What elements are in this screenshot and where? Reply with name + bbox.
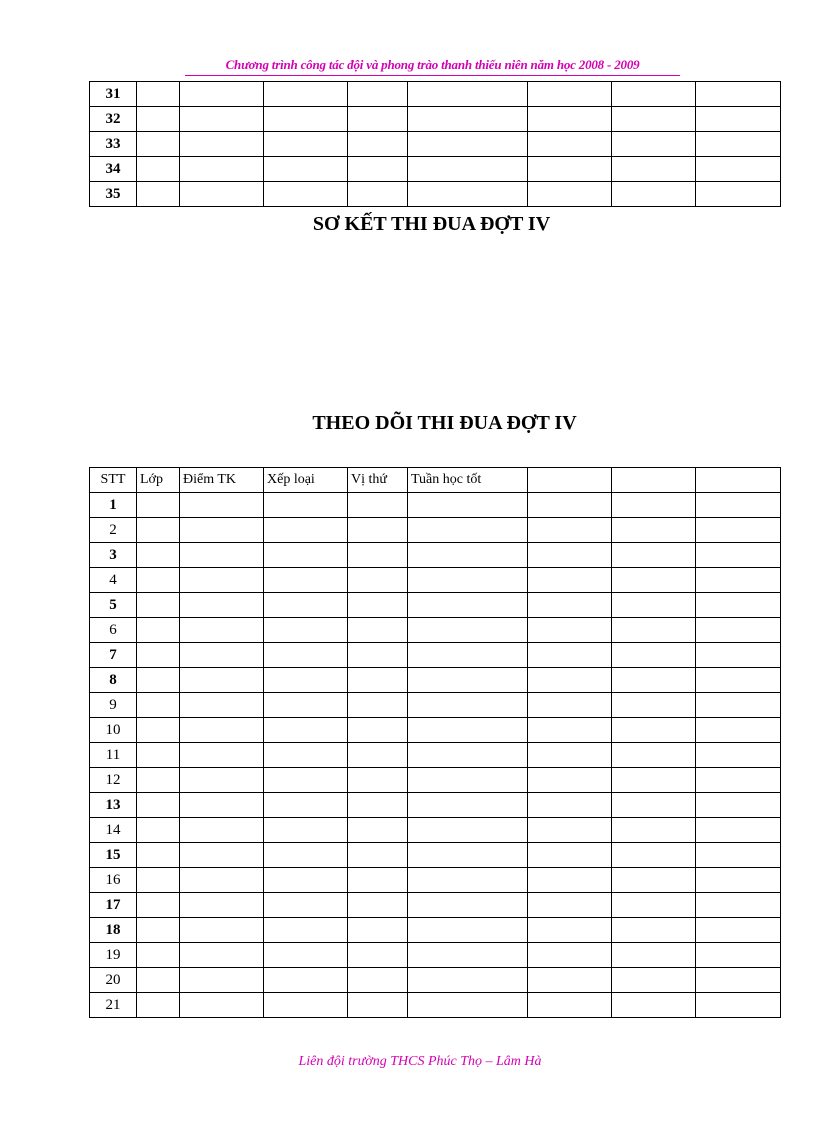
table-cell [528,618,612,643]
table-cell [408,843,528,868]
row-number: 19 [90,943,137,968]
table-cell [348,768,408,793]
table-cell [696,593,781,618]
table-cell [696,718,781,743]
table-cell [348,693,408,718]
table-cell [180,182,264,207]
table-cell [528,718,612,743]
table-row [90,693,781,718]
table-cell [348,868,408,893]
table-cell [528,668,612,693]
table-cell [180,618,264,643]
table-row [90,943,781,968]
table-cell [137,718,180,743]
section-title-theo-doi: THEO DÕI THI ĐUA ĐỢT IV [312,412,577,434]
table-cell [696,818,781,843]
table-cell [696,157,781,182]
row-number: 7 [90,643,137,668]
table-cell [264,593,348,618]
table-cell [528,132,612,157]
table-cell [180,107,264,132]
table-cell [612,643,696,668]
table-cell [264,743,348,768]
table-cell [137,918,180,943]
table-cell [612,718,696,743]
table-cell [612,968,696,993]
row-number: 16 [90,868,137,893]
table-cell [528,518,612,543]
table-cell [696,668,781,693]
table-row [90,643,781,668]
table-cell [696,107,781,132]
table-cell [612,843,696,868]
table-cell [264,182,348,207]
table-cell [612,743,696,768]
table-cell [528,943,612,968]
table-cell [528,768,612,793]
table-cell [612,893,696,918]
table-cell [264,893,348,918]
table-cell [696,793,781,818]
table-row [90,543,781,568]
table-cell [348,968,408,993]
table-cell [264,768,348,793]
table-cell [612,132,696,157]
table-row [90,743,781,768]
table-cell [264,718,348,743]
table-cell [528,643,612,668]
table-cell [696,618,781,643]
table-row [90,918,781,943]
table-cell [137,132,180,157]
column-header: Vị thứ [348,468,408,493]
row-number: 9 [90,693,137,718]
table-cell [348,668,408,693]
table-cell [264,643,348,668]
table-cell [348,518,408,543]
table-cell [264,793,348,818]
section-title-so-ket: SƠ KẾT THI ĐUA ĐỢT IV [312,213,551,235]
table-cell [180,918,264,943]
table-cell [348,618,408,643]
table-row [90,893,781,918]
table-cell [180,843,264,868]
table-row [90,993,781,1018]
table-cell [264,693,348,718]
table-cell [180,718,264,743]
table-cell [137,543,180,568]
table-cell [528,493,612,518]
row-number: 33 [90,132,137,157]
table-cell [180,693,264,718]
table-cell [180,643,264,668]
table-cell [180,743,264,768]
table-cell [348,107,408,132]
table-cell [612,593,696,618]
table-cell [612,993,696,1018]
table-row [90,82,781,107]
table-cell [264,543,348,568]
table-cell [408,743,528,768]
row-number: 17 [90,893,137,918]
table-cell [696,768,781,793]
table-row [90,107,781,132]
table-cell [696,693,781,718]
table-cell [348,718,408,743]
table-cell [528,82,612,107]
table-cell [408,793,528,818]
table-cell [408,818,528,843]
column-header [528,468,612,493]
table-cell [408,868,528,893]
table-row [90,518,781,543]
table-row [90,568,781,593]
table-cell [612,793,696,818]
table-cell [348,132,408,157]
row-number: 11 [90,743,137,768]
table-cell [696,993,781,1018]
table-cell [696,743,781,768]
table-cell [528,968,612,993]
table-cell [408,668,528,693]
table-row [90,843,781,868]
table-cell [528,543,612,568]
table-cell [137,568,180,593]
row-number: 15 [90,843,137,868]
table-cell [137,107,180,132]
table-cell [696,518,781,543]
row-number: 2 [90,518,137,543]
table-cell [180,82,264,107]
table-cell [696,493,781,518]
table-cell [137,668,180,693]
row-number: 34 [90,157,137,182]
table-cell [612,818,696,843]
table-cell [528,157,612,182]
row-number: 6 [90,618,137,643]
table-cell [137,843,180,868]
top-table [89,81,781,207]
row-number: 3 [90,543,137,568]
column-header: STT [90,468,137,493]
row-number: 14 [90,818,137,843]
table-cell [137,793,180,818]
row-number: 35 [90,182,137,207]
column-header: Tuần học tốt [408,468,528,493]
table-cell [528,843,612,868]
table-cell [696,132,781,157]
table-cell [696,943,781,968]
table-cell [348,993,408,1018]
table-cell [180,568,264,593]
table-cell [408,593,528,618]
table-cell [180,968,264,993]
table-header-row [90,468,781,493]
table-cell [264,107,348,132]
table-cell [612,868,696,893]
column-header: Lớp [137,468,180,493]
table-cell [408,543,528,568]
column-header [612,468,696,493]
table-cell [408,568,528,593]
table-cell [528,793,612,818]
table-cell [137,768,180,793]
page-header: Chương trình công tác đội và phong trào thanh thiếu niên năm học 2008 - 2009 [225,57,640,72]
table-cell [528,107,612,132]
table-cell [264,943,348,968]
tracking-table [89,467,781,1018]
table-cell [528,182,612,207]
table-row [90,668,781,693]
table-cell [528,568,612,593]
row-number: 1 [90,493,137,518]
table-cell [180,518,264,543]
row-number: 32 [90,107,137,132]
table-cell [264,618,348,643]
table-cell [180,793,264,818]
header-underline [185,75,680,76]
table-cell [408,518,528,543]
row-number: 20 [90,968,137,993]
table-row [90,818,781,843]
table-cell [696,568,781,593]
table-cell [180,868,264,893]
row-number: 31 [90,82,137,107]
table-row [90,157,781,182]
table-cell [348,543,408,568]
table-cell [408,643,528,668]
table-cell [348,793,408,818]
table-cell [180,893,264,918]
table-cell [137,943,180,968]
table-cell [612,943,696,968]
table-cell [612,768,696,793]
table-cell [137,893,180,918]
table-cell [612,107,696,132]
table-cell [180,493,264,518]
row-number: 13 [90,793,137,818]
table-cell [348,82,408,107]
table-cell [348,493,408,518]
table-cell [180,768,264,793]
table-cell [264,868,348,893]
table-cell [137,993,180,1018]
table-cell [408,82,528,107]
column-header: Điểm TK [180,468,264,493]
table-cell [408,132,528,157]
table-cell [264,968,348,993]
table-cell [612,918,696,943]
table-row [90,968,781,993]
table-cell [408,107,528,132]
table-cell [137,693,180,718]
table-cell [696,918,781,943]
table-cell [408,943,528,968]
table-cell [137,182,180,207]
page-footer: Liên đội trường THCS Phúc Thọ – Lâm Hà [298,1054,542,1069]
table-cell [264,993,348,1018]
table-cell [180,943,264,968]
table-cell [408,157,528,182]
column-header: Xếp loại [264,468,348,493]
table-cell [180,593,264,618]
table-cell [180,543,264,568]
table-cell [612,568,696,593]
table-cell [137,493,180,518]
table-cell [408,893,528,918]
table-cell [528,743,612,768]
table-cell [137,643,180,668]
table-cell [348,943,408,968]
table-cell [612,182,696,207]
table-cell [528,993,612,1018]
table-cell [348,918,408,943]
table-cell [264,157,348,182]
table-cell [408,968,528,993]
table-cell [528,818,612,843]
table-cell [408,918,528,943]
table-cell [264,132,348,157]
row-number: 5 [90,593,137,618]
table-cell [528,693,612,718]
table-cell [180,132,264,157]
table-cell [348,893,408,918]
table-cell [348,643,408,668]
table-cell [180,818,264,843]
table-cell [264,568,348,593]
table-cell [612,668,696,693]
table-row [90,793,781,818]
table-cell [137,82,180,107]
table-cell [612,543,696,568]
table-cell [408,493,528,518]
row-number: 12 [90,768,137,793]
table-cell [612,618,696,643]
table-cell [348,568,408,593]
row-number: 8 [90,668,137,693]
table-cell [696,182,781,207]
row-number: 4 [90,568,137,593]
table-cell [612,693,696,718]
table-cell [696,543,781,568]
table-row [90,493,781,518]
table-cell [137,618,180,643]
table-cell [408,182,528,207]
row-number: 10 [90,718,137,743]
table-cell [137,593,180,618]
table-cell [348,593,408,618]
table-cell [612,518,696,543]
row-number: 21 [90,993,137,1018]
table-row [90,182,781,207]
table-cell [348,743,408,768]
table-cell [696,968,781,993]
table-cell [528,918,612,943]
table-cell [528,893,612,918]
table-row [90,618,781,643]
table-row [90,868,781,893]
table-row [90,718,781,743]
table-cell [180,157,264,182]
table-cell [348,843,408,868]
table-cell [696,868,781,893]
table-cell [264,843,348,868]
table-cell [137,868,180,893]
table-row [90,593,781,618]
table-row [90,768,781,793]
table-cell [348,182,408,207]
table-cell [137,818,180,843]
table-cell [137,968,180,993]
table-cell [264,82,348,107]
table-cell [408,618,528,643]
table-cell [264,493,348,518]
row-number: 18 [90,918,137,943]
table-cell [264,818,348,843]
table-cell [696,893,781,918]
table-cell [408,768,528,793]
table-cell [264,918,348,943]
table-cell [612,82,696,107]
table-cell [348,157,408,182]
table-cell [696,82,781,107]
table-cell [264,518,348,543]
table-cell [696,643,781,668]
table-cell [408,993,528,1018]
table-cell [612,493,696,518]
table-cell [264,668,348,693]
table-row [90,132,781,157]
table-cell [137,743,180,768]
table-cell [612,157,696,182]
table-cell [137,518,180,543]
table-cell [528,868,612,893]
table-cell [408,693,528,718]
table-cell [528,593,612,618]
table-cell [696,843,781,868]
table-cell [137,157,180,182]
table-cell [180,668,264,693]
table-cell [408,718,528,743]
column-header [696,468,781,493]
table-cell [180,993,264,1018]
table-cell [348,818,408,843]
